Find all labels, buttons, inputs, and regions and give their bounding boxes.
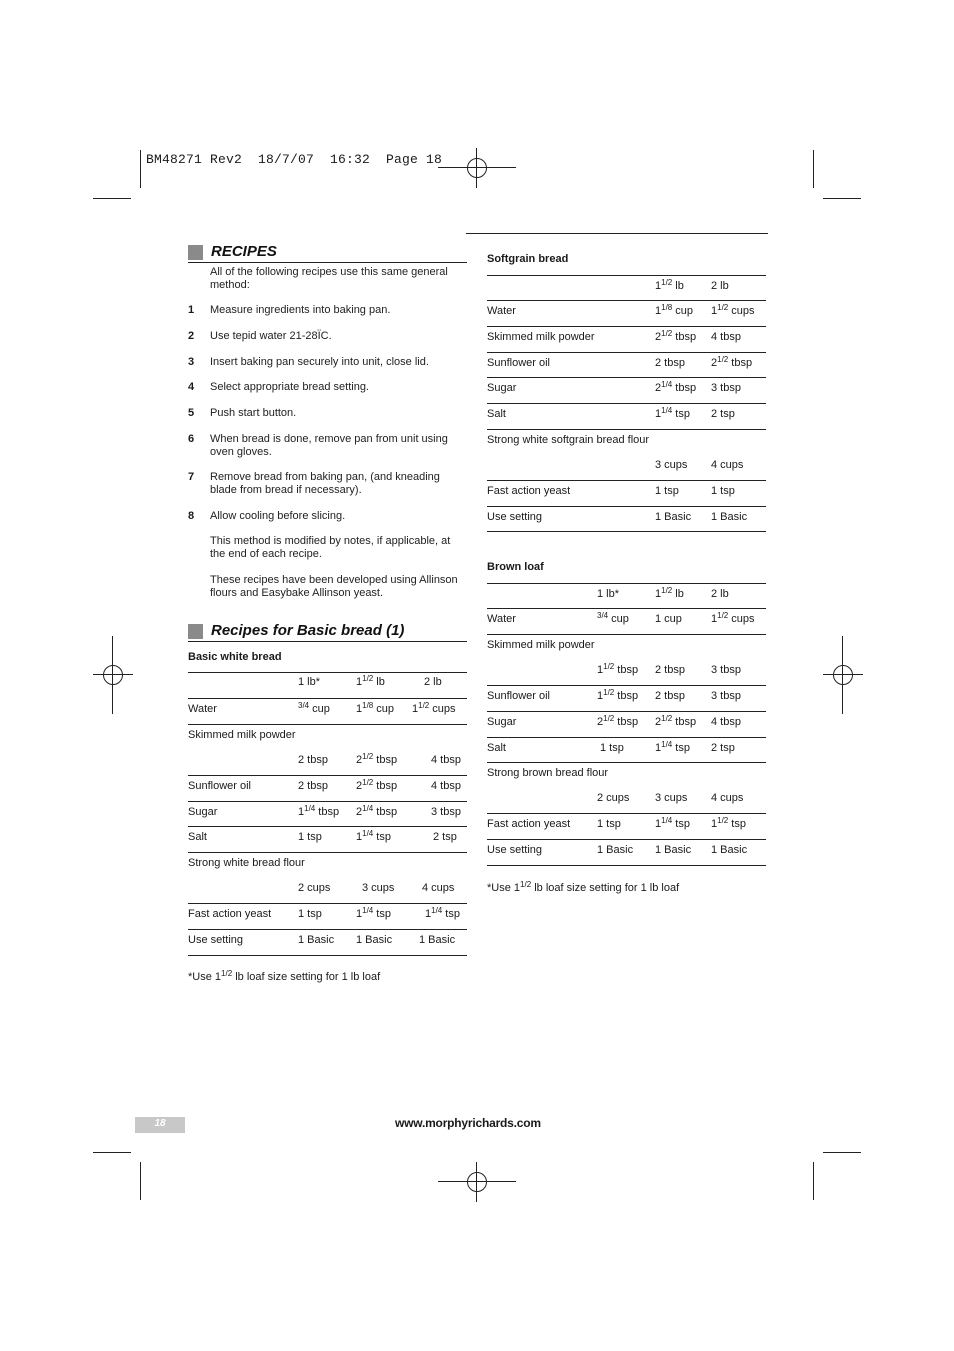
table-row: [487, 583, 766, 609]
page-number-badge: [135, 1117, 185, 1133]
cell-value: $1^{1/4}$ tsp: [356, 829, 391, 843]
cell-value: 1 tsp: [711, 485, 735, 497]
cell-value: $1^{1/4}$ tsp: [655, 816, 690, 830]
cell-value: $2^{1/2}$ tbsp: [655, 714, 697, 728]
crop-mark: [813, 1162, 814, 1200]
cell-value: 2 tsp: [433, 831, 457, 843]
cell-value: $1^{1/4}$ tsp: [655, 740, 690, 754]
table-row: [487, 608, 766, 635]
ingredient-label: Salt: [188, 831, 207, 843]
cell-value: 2 cups: [597, 792, 630, 804]
cell-value: 1 Basic: [711, 844, 748, 856]
cell-value: $1^{1/4}$ tsp: [425, 906, 460, 920]
table-row: [188, 826, 467, 853]
cell-value: $2^{1/2}$ tbsp: [597, 714, 639, 728]
step-number: 5: [188, 407, 195, 419]
cell-value: 3 cups: [655, 459, 688, 471]
step-text: When bread is done, remove pan from unit using oven gloves.: [210, 433, 448, 458]
top-rule: [466, 233, 768, 234]
table-row: [487, 403, 766, 430]
ingredient-label: Water: [487, 305, 516, 317]
ingredient-label: Skimmed milk powder: [188, 729, 296, 741]
print-slug: BM48271 Rev2 18/7/07 16:32 Page 18: [146, 152, 443, 167]
registration-mark-icon: [457, 1162, 497, 1202]
table-row: [487, 839, 766, 866]
crop-mark: [813, 150, 814, 188]
cell-value: 1 Basic: [419, 934, 456, 946]
table-row: [487, 711, 766, 738]
table-row: [188, 698, 467, 725]
heading-marker: [188, 245, 203, 260]
cell-value: $1^{1/2}$ cups: [711, 303, 755, 317]
table-title: Basic white bread: [188, 651, 282, 663]
col-header: 1 lb*: [298, 676, 321, 688]
cell-value: 2 tbsp: [655, 357, 685, 369]
page-number: 18: [154, 1118, 166, 1129]
website-link[interactable]: www.morphyrichards.com: [395, 1116, 541, 1130]
recipes-intro: All of the following recipes use this same general method:: [210, 266, 448, 291]
cell-value: 2 cups: [298, 882, 331, 894]
ingredient-label: Salt: [487, 408, 506, 420]
table-row: [188, 775, 467, 802]
table-row: [188, 801, 467, 827]
ingredient-label: Sunflower oil: [188, 780, 251, 792]
basic-white-table: [188, 672, 467, 957]
ingredient-label: Use setting: [487, 844, 543, 856]
ingredient-label: Fast action yeast: [487, 485, 571, 497]
cell-value: $1^{1/8}$ cup: [655, 303, 694, 317]
cell-value: 1 Basic: [655, 511, 692, 523]
table-row: [487, 429, 766, 481]
cell-value: $2^{1/4}$ tbsp: [655, 380, 697, 394]
footnote: *Use $1^{1/2}$ lb loaf size setting for 1 lb loaf: [188, 969, 381, 983]
cell-value: 1 tsp: [298, 831, 322, 843]
crop-mark: [93, 1152, 131, 1153]
cell-value: $2^{1/2}$ tbsp: [711, 355, 753, 369]
cell-value: 1 cup: [655, 613, 682, 625]
cell-value: 3 tbsp: [431, 806, 461, 818]
registration-mark-icon: [93, 655, 133, 695]
table-row: [487, 326, 766, 353]
cell-value: 4 tbsp: [711, 331, 741, 343]
table-row: [487, 506, 766, 532]
step-text: Use tepid water 21-28ÏC.: [210, 330, 332, 342]
table-row: [487, 275, 766, 301]
step-text: Select appropriate bread setting.: [210, 381, 369, 393]
cell-value: 2 tbsp: [298, 780, 328, 792]
crop-mark: [823, 1152, 861, 1153]
cell-value: 3 tbsp: [711, 382, 741, 394]
cell-value: 3 tbsp: [711, 664, 741, 676]
ingredient-label: Water: [487, 613, 516, 625]
heading-marker: [188, 624, 203, 639]
cell-value: 2 tsp: [711, 408, 735, 420]
step-number: 7: [188, 471, 195, 483]
cell-value: 3 tbsp: [711, 690, 741, 702]
cell-value: 1 Basic: [597, 844, 634, 856]
cell-value: $1^{1/2}$ cups: [412, 701, 456, 715]
cell-value: 4 tbsp: [431, 780, 461, 792]
brown-loaf-table: [487, 583, 766, 867]
cell-value: 1 tsp: [597, 818, 621, 830]
basic-bread-title: Recipes for Basic bread (1): [211, 622, 405, 639]
cell-value: $1^{1/4}$ tsp: [655, 406, 690, 420]
step-number: 4: [188, 381, 195, 393]
recipes-title: RECIPES: [211, 243, 277, 260]
table-row: [487, 737, 766, 763]
col-header: $1^{1/2}$ lb: [356, 674, 385, 688]
step-text: Measure ingredients into baking pan.: [210, 304, 391, 316]
cell-value: $^{3/4}$ cup: [298, 701, 330, 715]
cell-value: $1^{1/2}$ tbsp: [597, 688, 639, 702]
recipes-heading: [188, 244, 467, 263]
step-number: 3: [188, 356, 195, 368]
registration-line: [438, 167, 516, 168]
table-title: Softgrain bread: [487, 253, 569, 265]
col-header: 1 lb*: [597, 588, 620, 600]
cell-value: $1^{1/4}$ tsp: [356, 906, 391, 920]
col-header: 2 lb: [711, 588, 729, 600]
ingredient-label: Sugar: [487, 382, 517, 394]
table-row: [487, 377, 766, 404]
cell-value: 3 cups: [655, 792, 688, 804]
registration-mark-icon: [457, 148, 497, 188]
step-number: 8: [188, 510, 195, 522]
cell-value: $2^{1/2}$ tbsp: [356, 752, 398, 766]
ingredient-label: Fast action yeast: [487, 818, 571, 830]
ingredient-label: Strong brown bread flour: [487, 767, 609, 779]
step-number: 2: [188, 330, 195, 342]
cell-value: 4 cups: [422, 882, 455, 894]
cell-value: 2 tbsp: [655, 664, 685, 676]
ingredient-label: Skimmed milk powder: [487, 639, 595, 651]
step-text: Allow cooling before slicing.: [210, 510, 346, 522]
registration-line: [438, 1181, 516, 1182]
table-row: [487, 480, 766, 507]
cell-value: 1 Basic: [298, 934, 335, 946]
cell-value: $1^{1/2}$ tbsp: [597, 662, 639, 676]
ingredient-label: Water: [188, 703, 217, 715]
table-row: [487, 634, 766, 686]
table-row: [487, 685, 766, 712]
crop-mark: [823, 198, 861, 199]
ingredient-label: Fast action yeast: [188, 908, 272, 920]
cell-value: $1^{1/2}$ cups: [711, 611, 755, 625]
method-note: These recipes have been developed using Allinson flours and Easybake Allinson yeast.: [210, 574, 458, 599]
ingredient-label: Use setting: [487, 511, 543, 523]
cell-value: 4 tbsp: [711, 716, 741, 728]
table-row: [487, 813, 766, 840]
registration-line: [112, 636, 113, 714]
ingredient-label: Salt: [487, 742, 506, 754]
cell-value: 4 cups: [711, 459, 744, 471]
ingredient-label: Sunflower oil: [487, 690, 550, 702]
table-row: [487, 300, 766, 327]
step-number: 1: [188, 304, 195, 316]
ingredient-label: Strong white bread flour: [188, 857, 305, 869]
cell-value: 1 Basic: [356, 934, 393, 946]
crop-mark: [140, 150, 141, 188]
cell-value: $1^{1/8}$ cup: [356, 701, 395, 715]
ingredient-label: Sunflower oil: [487, 357, 550, 369]
cell-value: 4 tbsp: [431, 754, 461, 766]
registration-line: [842, 636, 843, 714]
col-header: 2 lb: [424, 676, 442, 688]
ingredient-label: Use setting: [188, 934, 244, 946]
cell-value: 4 cups: [711, 792, 744, 804]
ingredient-label: Skimmed milk powder: [487, 331, 595, 343]
step-text: Insert baking pan securely into unit, close lid.: [210, 356, 429, 368]
cell-value: 1 tsp: [298, 908, 322, 920]
basic-bread-heading: [188, 623, 467, 642]
cell-value: $1^{1/4}$ tbsp: [298, 804, 340, 818]
table-row: [188, 672, 467, 699]
cell-value: $^{3/4}$ cup: [597, 611, 629, 625]
table-row: [188, 724, 467, 776]
table-title: Brown loaf: [487, 561, 544, 573]
cell-value: 1 tsp: [655, 485, 679, 497]
col-header: $1^{1/2}$ lb: [655, 586, 684, 600]
footnote: *Use $1^{1/2}$ lb loaf size setting for 1 lb loaf: [487, 880, 680, 894]
cell-value: $2^{1/2}$ tbsp: [655, 329, 697, 343]
step-text: Remove bread from baking pan, (and kneading blade from bread if necessary).: [210, 471, 440, 496]
col-header: $1^{1/2}$ lb: [655, 278, 684, 292]
cell-value: 2 tbsp: [655, 690, 685, 702]
table-row: [188, 903, 467, 930]
table-row: [188, 852, 467, 904]
table-row: [188, 929, 467, 956]
cell-value: 2 tbsp: [298, 754, 328, 766]
softgrain-table: [487, 275, 766, 533]
cell-value: 3 cups: [362, 882, 395, 894]
cell-value: 2 tsp: [711, 742, 735, 754]
cell-value: 1 Basic: [655, 844, 692, 856]
col-header: 2 lb: [711, 280, 729, 292]
step-text: Push start button.: [210, 407, 297, 419]
ingredient-label: Sugar: [188, 806, 218, 818]
ingredient-label: Sugar: [487, 716, 517, 728]
ingredient-label: Strong white softgrain bread flour: [487, 434, 650, 446]
method-note: This method is modified by notes, if applicable, at the end of each recipe.: [210, 535, 451, 560]
crop-mark: [93, 198, 131, 199]
cell-value: 1 tsp: [600, 742, 624, 754]
step-number: 6: [188, 433, 195, 445]
table-row: [487, 352, 766, 378]
table-row: [487, 762, 766, 814]
cell-value: $2^{1/4}$ tbsp: [356, 804, 398, 818]
cell-value: $2^{1/2}$ tbsp: [356, 778, 398, 792]
cell-value: $1^{1/2}$ tsp: [711, 816, 746, 830]
cell-value: 1 Basic: [711, 511, 748, 523]
registration-mark-icon: [823, 655, 863, 695]
crop-mark: [140, 1162, 141, 1200]
